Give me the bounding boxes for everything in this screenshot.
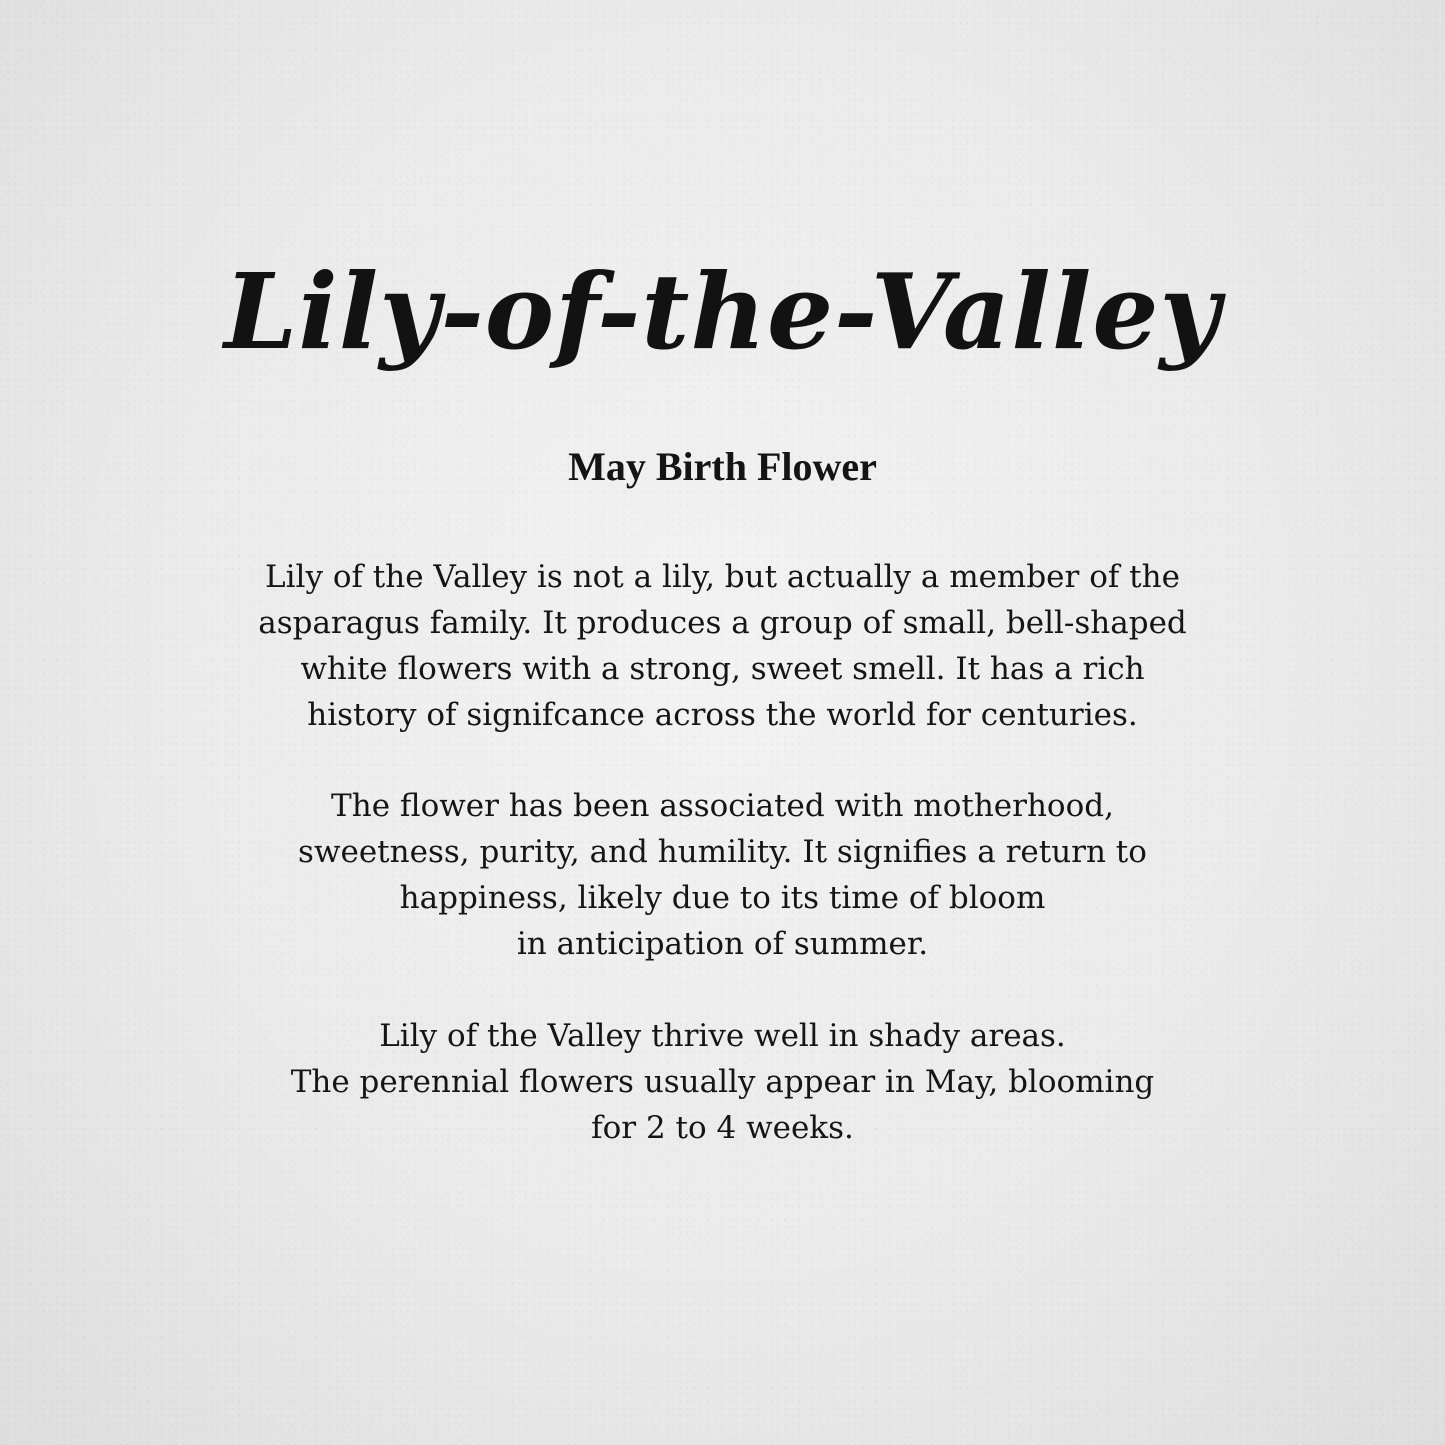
- paragraph-line: The flower has been associated with motherhood,: [331, 788, 1114, 824]
- paragraph-line: Lily of the Valley is not a lily, but actually a member of the: [265, 559, 1180, 595]
- paragraph-line: sweetness, purity, and humility. It signifies a return to: [298, 834, 1147, 870]
- paragraph-line: for 2 to 4 weeks.: [591, 1110, 854, 1146]
- paragraph-line: history of signifcance across the world for centuries.: [307, 697, 1138, 733]
- paragraph-line: white flowers with a strong, sweet smell. It has a rich: [300, 651, 1145, 687]
- paragraph-line: happiness, likely due to its time of bloom: [399, 880, 1046, 916]
- paragraph-meaning: [150, 783, 1295, 967]
- page-title: Lily-of-the-Valley: [224, 250, 1221, 373]
- paragraph-line: asparagus family. It produces a group of small, bell-shaped: [258, 605, 1187, 641]
- paragraph-description: [150, 554, 1295, 738]
- paragraph-line: in anticipation of summer.: [516, 926, 929, 962]
- paragraph-line: The perennial flowers usually appear in May, blooming: [290, 1064, 1155, 1100]
- paragraph-growing: [150, 1013, 1295, 1151]
- page-subtitle: May Birth Flower: [568, 444, 877, 489]
- paragraph-line: Lily of the Valley thrive well in shady areas.: [379, 1018, 1066, 1054]
